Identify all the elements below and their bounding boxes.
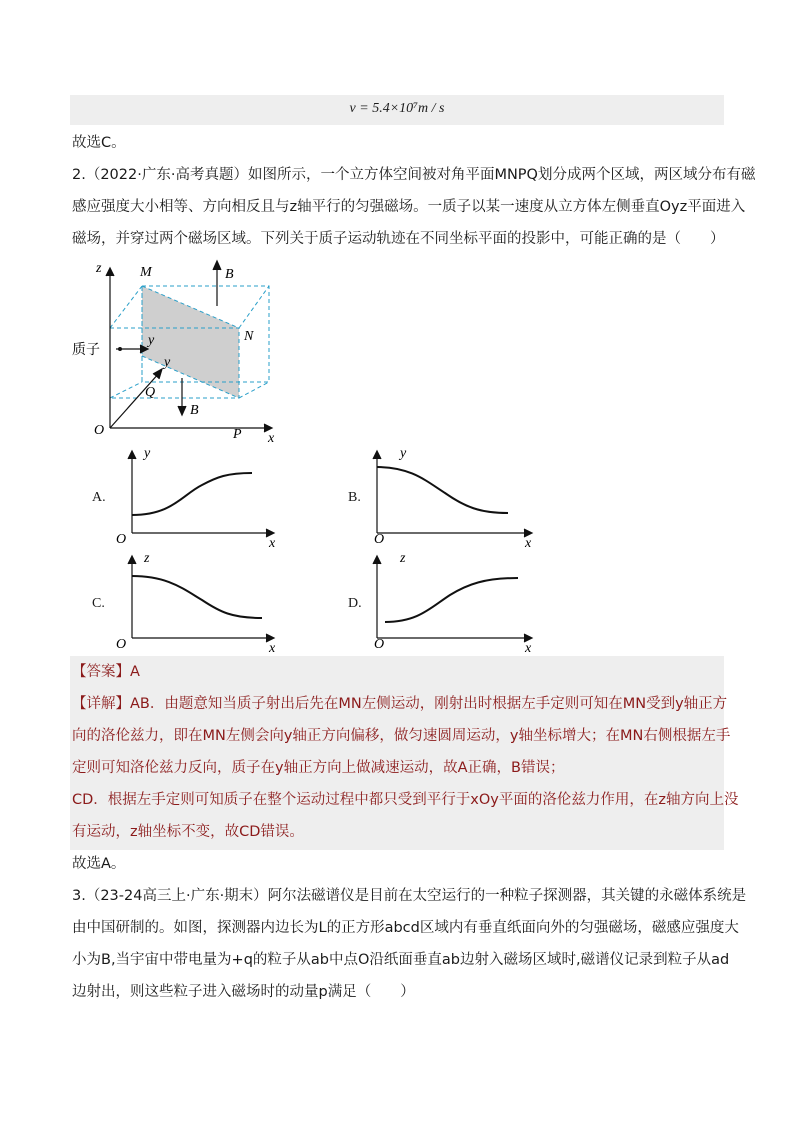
origin-label: O [374,637,385,652]
q3-line-1: 3.（23-24高三上·广东·期末）阿尔法磁谱仪是目前在太空运行的一种粒子探测器，其关键的永磁体系统是 [72,888,747,904]
option-a-letter: A. [92,490,106,505]
horizontal-axis-label: x [525,641,532,655]
B-up-label: B [225,267,234,282]
x-label: x [268,431,275,446]
origin-label: O [116,637,127,652]
vertical-axis-label: z [400,551,406,566]
detail-line-2: 向的洛伦兹力，即在MN左侧会向y轴正方向偏移，做匀速圆周运动，y轴坐标增大；在MN右侧根据左手 [72,728,731,744]
diagonal-plane [142,286,239,398]
horizontal-axis-label: x [525,536,532,550]
q2-line-1: 2.（2022·广东·高考真题）如图所示，一个立方体空间被对角平面MNPQ划分成两个区域，两区域分布有磁 [72,167,756,183]
detail-text-1: AB．由题意知当质子射出后先在MN左侧运动，刚射出时根据左手定则可知在MN受到y轴正方 [130,696,728,712]
vertical-axis-label: y [144,446,151,461]
q3-line-3: 小为B,当宇宙中带电量为+q的粒子从ab中点O沿纸面垂直ab边射入磁场区域时,磁谱仪记录到粒子从ad [72,952,730,968]
M-label: M [140,265,152,280]
option-d-graph [370,550,545,655]
trajectory-curve [132,576,262,618]
detail-label: 【详解】 [72,696,130,712]
trajectory-curve [385,578,518,622]
origin-label: O [94,423,105,438]
B-down-label: B [190,403,199,418]
y-axis-label: y [164,355,171,370]
N-label: N [244,329,254,344]
origin-label: O [374,532,385,547]
trajectory-curve [132,473,252,515]
option-c-graph [112,550,287,655]
detail-line-1 [72,692,728,716]
q2-line-2: 感应强度大小相等、方向相反且与z轴平行的匀强磁场。一质子以某一速度从立方体左侧垂直Oyz平面进入 [72,199,746,215]
horizontal-axis-label: x [269,536,276,550]
answer-label: 【答案】A [72,664,140,680]
proton-label: 质子 [72,342,100,358]
trajectory-curve [377,467,508,513]
origin-label: O [116,532,127,547]
velocity-equation: v = 5.4×10⁷m / s [349,101,445,116]
detail-line-4: CD．根据左手定则可知质子在整个运动过程中都只受到平行于xOy平面的洛伦兹力作用，在z轴方向上没 [72,792,739,808]
previous-answer: 故选C。 [72,135,126,151]
vertical-axis-label: z [144,551,150,566]
answer-conclusion: 故选A。 [72,856,126,872]
velocity-dir-label: y [148,333,155,348]
option-b-graph [370,445,545,550]
q3-line-4: 边射出，则这些粒子进入磁场时的动量p满足（ ） [72,984,415,1000]
option-a-graph [112,445,287,550]
q2-line-3: 磁场，并穿过两个磁场区域。下列关于质子运动轨迹在不同坐标平面的投影中，可能正确的是（ ） [72,231,725,247]
z-label: z [96,261,102,276]
detail-line-5: 有运动，z轴坐标不变，故CD错误。 [72,824,304,840]
y-axis [110,372,160,428]
option-c-letter: C. [92,596,105,611]
q3-line-2: 由中国研制的。如图，探测器内边长为L的正方形abcd区域内有垂直纸面向外的匀强磁场，磁感应强度大 [72,920,739,936]
detail-line-3: 定则可知洛伦兹力反向，质子在y轴正方向上做减速运动，故A正确，B错误； [72,760,565,776]
Q-label: Q [145,385,156,400]
vertical-axis-label: y [400,446,407,461]
option-d-letter: D. [348,596,362,611]
horizontal-axis-label: x [269,641,276,655]
cube-figure [70,256,290,446]
option-b-letter: B. [348,490,361,505]
P-label: P [233,427,242,442]
